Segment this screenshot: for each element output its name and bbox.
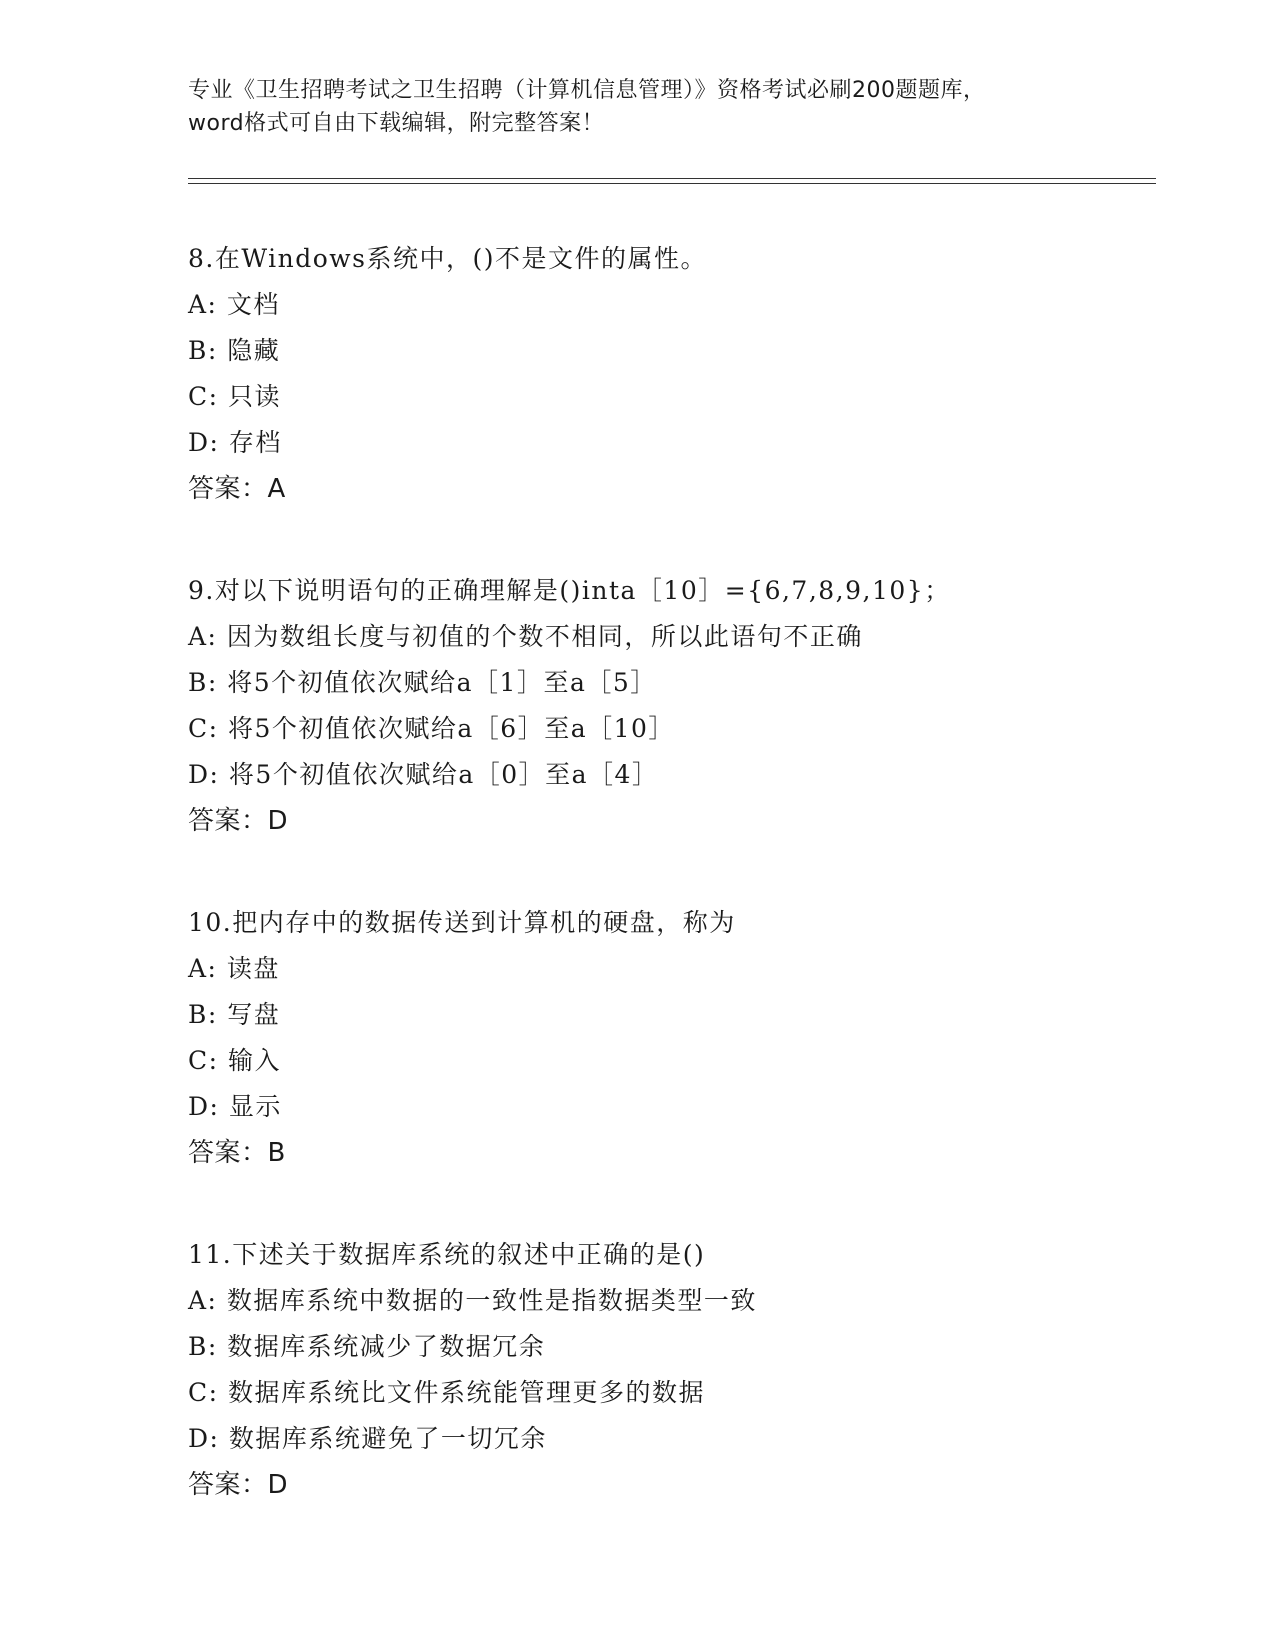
answer-label: 答案：B	[188, 1138, 286, 1168]
question-stem: 9.对以下说明语句的正确理解是()inta［10］={6,7,8,9,10}；	[188, 576, 951, 605]
option-d: D: 存档	[188, 428, 282, 457]
header-divider-top	[188, 178, 1156, 179]
option-b: B: 数据库系统减少了数据冗余	[188, 1332, 546, 1361]
option-b: B: 隐藏	[188, 336, 281, 365]
document-header	[188, 74, 1088, 140]
question-11	[188, 1232, 1168, 1508]
option-a: A: 因为数组长度与初值的个数不相同，所以此语句不正确	[188, 622, 863, 651]
question-stem: 8.在Windows系统中，()不是文件的属性。	[188, 244, 707, 273]
question-10	[188, 900, 1168, 1176]
question-9	[188, 568, 1168, 844]
header-line-2: word格式可自由下载编辑，附完整答案！	[188, 111, 605, 136]
option-c: C: 只读	[188, 382, 281, 411]
option-d: D: 显示	[188, 1092, 282, 1121]
option-c: C: 输入	[188, 1046, 281, 1075]
answer-label: 答案：D	[188, 1470, 289, 1500]
header-line-1: 专业《卫生招聘考试之卫生招聘（计算机信息管理）》资格考试必刷200题题库，	[188, 78, 986, 103]
question-8	[188, 236, 1168, 512]
question-list	[188, 236, 1168, 1508]
option-b: B: 将5个初值依次赋给a［1］至a［5］	[188, 668, 657, 697]
option-a: A: 文档	[188, 290, 280, 319]
question-stem: 11.下述关于数据库系统的叙述中正确的是()	[188, 1240, 706, 1269]
question-stem: 10.把内存中的数据传送到计算机的硬盘，称为	[188, 908, 736, 937]
option-a: A: 读盘	[188, 954, 280, 983]
header-divider-bottom	[188, 183, 1156, 184]
answer-label: 答案：A	[188, 474, 286, 504]
option-d: D: 将5个初值依次赋给a［0］至a［4］	[188, 760, 659, 789]
option-d: D: 数据库系统避免了一切冗余	[188, 1424, 547, 1453]
answer-label: 答案：D	[188, 806, 289, 836]
option-a: A: 数据库系统中数据的一致性是指数据类型一致	[188, 1286, 757, 1315]
option-c: C: 数据库系统比文件系统能管理更多的数据	[188, 1378, 705, 1407]
option-c: C: 将5个初值依次赋给a［6］至a［10］	[188, 714, 675, 743]
option-b: B: 写盘	[188, 1000, 281, 1029]
